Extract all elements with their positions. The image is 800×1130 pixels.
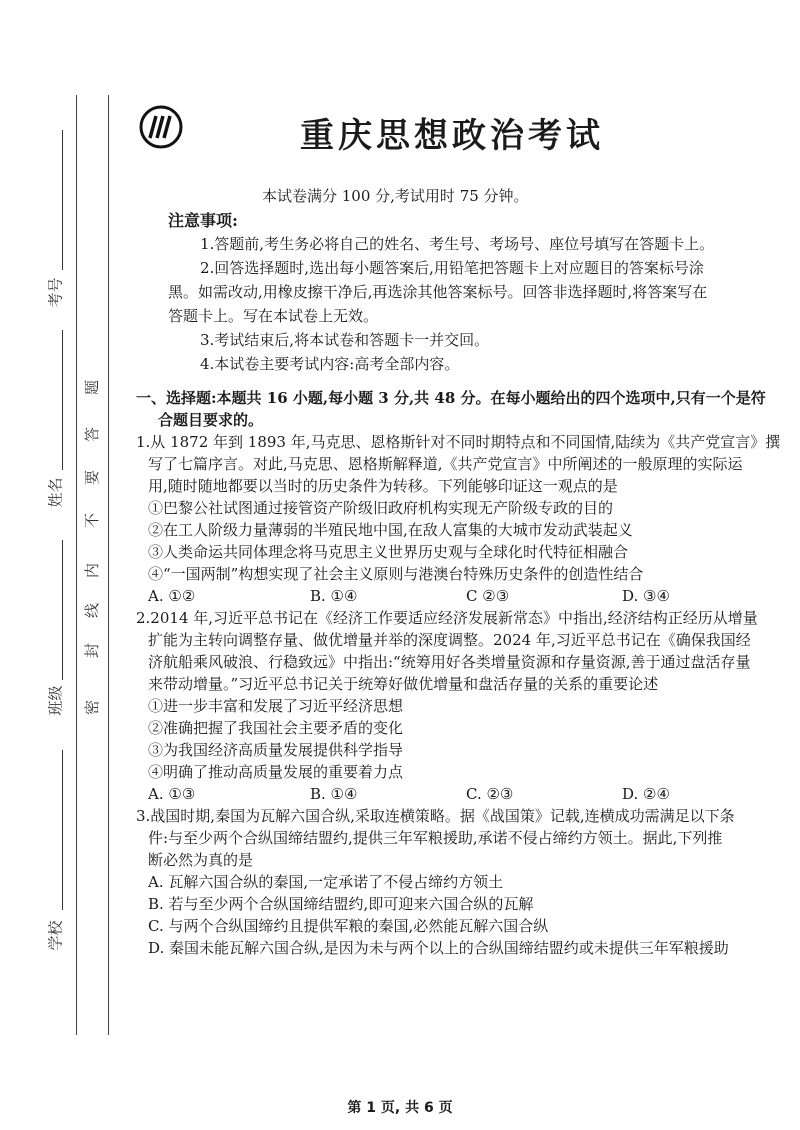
kaohao-label: 考号 bbox=[46, 277, 65, 308]
question-2-option-c[interactable]: C. ②③ bbox=[466, 785, 514, 803]
question-1-option-d[interactable]: D. ③④ bbox=[622, 587, 670, 605]
seal-char: 不 bbox=[83, 512, 102, 529]
section-heading: 一、选择题:本题共 16 小题,每小题 3 分,共 48 分。在每小题给出的四个选项中,只有一个是符 bbox=[136, 389, 766, 407]
notice-line: 黑。如需改动,用橡皮擦干净后,再选涂其他答案标号。回答非选择题时,将答案写在 bbox=[168, 283, 708, 301]
banji-label: 班级 bbox=[46, 685, 65, 716]
kaohao-blank[interactable] bbox=[62, 130, 63, 270]
question-3-option-b[interactable]: B. 若与至少两个合纵国缔结盟约,即可迎来六国合纵的瓦解 bbox=[148, 895, 534, 913]
question-2-item: ①进一步丰富和发展了习近平经济思想 bbox=[148, 697, 404, 715]
question-2-option-b[interactable]: B. ①④ bbox=[310, 785, 358, 803]
notice-line: 1.答题前,考生务必将自己的姓名、考生号、考场号、座位号填写在答题卡上。 bbox=[200, 235, 715, 253]
question-2-item: ②准确把握了我国社会主要矛盾的变化 bbox=[148, 719, 404, 737]
question-1-option-c[interactable]: C ②③ bbox=[466, 587, 510, 605]
question-1-item: ②在工人阶级力量薄弱的半殖民地中国,在敌人富集的大城市发动武装起义 bbox=[148, 521, 633, 539]
seal-char: 封 bbox=[83, 642, 102, 659]
binding-line-inner bbox=[108, 95, 109, 1035]
xuexiao-label: 学校 bbox=[46, 920, 65, 951]
seal-char: 答 bbox=[83, 426, 102, 443]
question-3-option-a[interactable]: A. 瓦解六国合纵的秦国,一定承诺了不侵占缔约方领土 bbox=[148, 873, 504, 891]
notice-heading: 注意事项: bbox=[168, 211, 238, 230]
question-1-option-a[interactable]: A. ①② bbox=[148, 587, 196, 605]
question-1-stem: 用,随时随地都要以当时的历史条件为转移。下列能够印证这一观点的是 bbox=[148, 477, 618, 495]
notice-line: 4.本试卷主要考试内容:高考全部内容。 bbox=[200, 355, 460, 373]
exam-logo-icon bbox=[138, 104, 184, 150]
seal-char: 密 bbox=[83, 699, 102, 716]
question-1-item: ③人类命运共同体理念将马克思主义世界历史观与全球化时代特征相融合 bbox=[148, 543, 629, 561]
question-2-stem: 来带动增量。”习近平总书记关于统筹好做优增量和盘活存量的关系的重要论述 bbox=[148, 675, 659, 693]
exam-subtitle: 本试卷满分 100 分,考试用时 75 分钟。 bbox=[262, 187, 529, 205]
question-1-stem: 1.从 1872 年到 1893 年,马克思、恩格斯针对不同时期特点和不同国情,陆续为《共产党宣言》撰 bbox=[136, 433, 781, 451]
banji-blank[interactable] bbox=[62, 540, 63, 680]
question-1-option-b[interactable]: B. ①④ bbox=[310, 587, 358, 605]
question-2-option-d[interactable]: D. ②④ bbox=[622, 785, 670, 803]
binding-line-outer bbox=[76, 95, 77, 1035]
question-2-item: ④明确了推动高质量发展的重要着力点 bbox=[148, 763, 404, 781]
xuexiao-blank[interactable] bbox=[62, 750, 63, 910]
seal-char: 内 bbox=[83, 562, 102, 579]
question-1-item: ①巴黎公社试图通过接管资产阶级旧政府机构实现无产阶级专政的目的 bbox=[148, 499, 614, 517]
question-3-stem: 3.战国时期,秦国为瓦解六国合纵,采取连横策略。据《战国策》记载,连横成功需满足以下条 bbox=[136, 807, 735, 825]
question-1-item: ④“一国两制”构想实现了社会主义原则与港澳台特殊历史条件的创造性结合 bbox=[148, 565, 644, 583]
question-2-option-a[interactable]: A. ①③ bbox=[148, 785, 196, 803]
question-2-stem: 济航船乘风破浪、行稳致远》中指出:“统筹用好各类增量资源和存量资源,善于通过盘活存量 bbox=[148, 653, 751, 671]
section-heading: 合题目要求的。 bbox=[158, 411, 264, 429]
question-2-stem: 2.2014 年,习近平总书记在《经济工作要适应经济发展新常态》中指出,经济结构正经历从增量 bbox=[136, 609, 758, 627]
notice-line: 3.考试结束后,将本试卷和答题卡一并交回。 bbox=[200, 331, 490, 349]
question-3-option-d[interactable]: D. 秦国未能瓦解六国合纵,是因为未与两个以上的合纵国缔结盟约或未提供三年军粮援助 bbox=[148, 939, 729, 957]
seal-char: 题 bbox=[83, 379, 102, 396]
question-3-stem: 断必然为真的是 bbox=[148, 851, 254, 869]
question-2-stem: 扩能为主转向调整存量、做优增量并举的深度调整。2024 年,习近平总书记在《确保我国经 bbox=[148, 631, 751, 649]
seal-char: 要 bbox=[83, 469, 102, 486]
page-title: 重庆思想政治考试 bbox=[300, 116, 604, 156]
xingming-label: 姓名 bbox=[46, 477, 65, 508]
question-1-stem: 写了七篇序言。对此,马克思、恩格斯解释道,《共产党宣言》中所阐述的一般原理的实际运 bbox=[148, 455, 743, 473]
seal-char: 线 bbox=[83, 602, 102, 619]
xingming-blank[interactable] bbox=[62, 330, 63, 470]
page-number: 第 1 页, 共 6 页 bbox=[347, 1100, 453, 1116]
notice-line: 2.回答选择题时,选出每小题答案后,用铅笔把答题卡上对应题目的答案标号涂 bbox=[200, 259, 704, 277]
question-3-option-c[interactable]: C. 与两个合纵国缔约且提供军粮的秦国,必然能瓦解六国合纵 bbox=[148, 917, 549, 935]
question-3-stem: 件:与至少两个合纵国缔结盟约,提供三年军粮援助,承诺不侵占缔约方领土。据此,下列推 bbox=[148, 829, 723, 847]
question-2-item: ③为我国经济高质量发展提供科学指导 bbox=[148, 741, 404, 759]
notice-line: 答题卡上。写在本试卷上无效。 bbox=[168, 307, 379, 325]
